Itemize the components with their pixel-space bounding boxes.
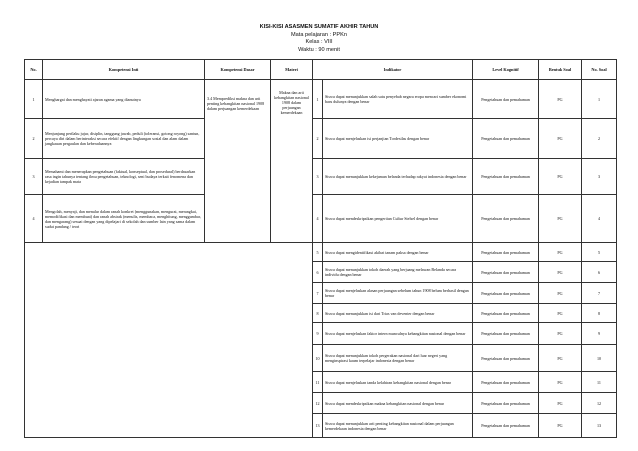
nomor-soal: 4: [582, 195, 617, 243]
ki-number: 4: [25, 195, 43, 243]
document-title: KISI-KISI ASASMEN SUMATIF AKHIR TAHUN: [259, 24, 379, 30]
ki-number: 3: [25, 159, 43, 195]
indikator-number: 2: [313, 119, 323, 159]
indikator-number: 9: [313, 323, 323, 345]
nomor-soal: 11: [582, 372, 617, 393]
bentuk-soal: PG: [539, 159, 582, 195]
table-row: [25, 195, 617, 243]
table-row: [25, 80, 617, 119]
indikator-number: 1: [313, 80, 323, 119]
col-header-level: Level Kognitif: [473, 60, 539, 80]
indikator-number: 11: [313, 372, 323, 393]
level-kognitif: Pengetahuan dan pemahaman: [473, 80, 539, 119]
nomor-soal: 8: [582, 304, 617, 323]
indikator-number: 8: [313, 304, 323, 323]
level-kognitif: Pengetahuan dan pemahaman: [473, 283, 539, 304]
indikator-number: 5: [313, 243, 323, 262]
indikator-number: 6: [313, 262, 323, 283]
bentuk-soal: PG: [539, 304, 582, 323]
col-header-materi: Materi: [271, 60, 313, 80]
indikator-text: Siswa dapat menunjukkan arti penting kebangkitan nasional dalam perjuangan kemerdekaan indonesia dengan benar: [323, 414, 473, 438]
col-header-bentuk: Bentuk Soal: [539, 60, 582, 80]
level-kognitif: Pengetahuan dan pemahaman: [473, 119, 539, 159]
nomor-soal: 10: [582, 345, 617, 372]
indikator-number: 4: [313, 195, 323, 243]
col-header-nosoal: No. Soal: [582, 60, 617, 80]
ki-text: Memahami dan menerapkan pengetahuan (faktual, konseptual, dan prosedural) berdasarkan rasa ingin tahunya tentang ilmu pengetahuan, teknologi, seni budaya terkait fenomena dan kejadian tampak mata: [43, 159, 205, 195]
level-kognitif: Pengetahuan dan pemahaman: [473, 345, 539, 372]
indikator-number: 7: [313, 283, 323, 304]
bentuk-soal: PG: [539, 283, 582, 304]
level-kognitif: Pengetahuan dan pemahaman: [473, 414, 539, 438]
indikator-text: Siswa dapat menunjukkan isi dari Trias van deventer dengan benar: [323, 304, 473, 323]
indikator-number: 12: [313, 393, 323, 414]
bentuk-soal: PG: [539, 323, 582, 345]
materi-text: Makna dan arti kebangkitan nasional 1908 dalam perjuangan kemerdekaan: [271, 80, 313, 243]
nomor-soal: 1: [582, 80, 617, 119]
bentuk-soal: PG: [539, 372, 582, 393]
level-kognitif: Pengetahuan dan pemahaman: [473, 195, 539, 243]
col-header-no: No.: [25, 60, 43, 80]
indikator-text: Siswa dapat menunjukkan tokoh pergerakan nasional dari luar negeri yang menginspirasi kaum terpelajar indonesia dengan benar: [323, 345, 473, 372]
level-kognitif: Pengetahuan dan pemahaman: [473, 243, 539, 262]
subject-line: Mata pelajaran : PPKn: [291, 31, 347, 38]
level-kognitif: Pengetahuan dan pemahaman: [473, 323, 539, 345]
time-line: Waktu : 90 menit: [298, 46, 340, 53]
bentuk-soal: PG: [539, 262, 582, 283]
bentuk-soal: PG: [539, 80, 582, 119]
level-kognitif: Pengetahuan dan pemahaman: [473, 393, 539, 414]
table-row: [25, 119, 617, 159]
ki-text: Mengolah, menyaji, dan menalar dalam ranah konkret (menggunakan, mengurai, merangkai, memodifikasi dan membuat) dan ranah abstrak (menulis, membaca, menghitung, menggambar, dan mengarang) sesuai dengan yang dipelajari di sekolah dan sumber lain yang sama dalam sudut pandang / teori: [43, 195, 205, 243]
indikator-text: Siswa dapat mendeskripsikan makna kebangkitan nasional dengan benar: [323, 393, 473, 414]
indikator-text: Siswa dapat mendeskripsikan pengertian Cultur Stelsel dengan benar: [323, 195, 473, 243]
indikator-text: Siswa dapat menunjukkan kekejaman belanda terhadap rakyat indonesia dengan benar: [323, 159, 473, 195]
kisi-kisi-table: [24, 59, 617, 438]
ki-number: 1: [25, 80, 43, 119]
level-kognitif: Pengetahuan dan pemahaman: [473, 304, 539, 323]
indikator-number: 3: [313, 159, 323, 195]
nomor-soal: 2: [582, 119, 617, 159]
bentuk-soal: PG: [539, 414, 582, 438]
indikator-text: Siswa dapat menjelaskan isi perjanjian Tordesilas dengan benar: [323, 119, 473, 159]
nomor-soal: 6: [582, 262, 617, 283]
col-header-kd: Kompetensi Dasar: [205, 60, 271, 80]
level-kognitif: Pengetahuan dan pemahaman: [473, 159, 539, 195]
indikator-text: Siswa dapat mengidentifikasi akibat tanam paksa dengan benar: [323, 243, 473, 262]
document-header: [0, 24, 638, 54]
indikator-text: Siswa dapat menjelaskan alasan perjuangan sebelum tahun 1908 belum berhasil dengan benar: [323, 283, 473, 304]
nomor-soal: 7: [582, 283, 617, 304]
indikator-number: 10: [313, 345, 323, 372]
ki-number: 2: [25, 119, 43, 159]
nomor-soal: 3: [582, 159, 617, 195]
nomor-soal: 9: [582, 323, 617, 345]
table-header-row: [25, 60, 617, 80]
merged-blank-cell: [25, 243, 313, 438]
col-header-indikator: Indikator: [313, 60, 473, 80]
level-kognitif: Pengetahuan dan pemahaman: [473, 262, 539, 283]
table-row: [25, 243, 617, 262]
nomor-soal: 13: [582, 414, 617, 438]
nomor-soal: 12: [582, 393, 617, 414]
col-header-ki: Kompetensi Inti: [43, 60, 205, 80]
bentuk-soal: PG: [539, 119, 582, 159]
bentuk-soal: PG: [539, 345, 582, 372]
indikator-text: Siswa dapat menunjukkan tokoh daerah yang berjuang melawan Belanda secara individu dengan benar: [323, 262, 473, 283]
indikator-number: 13: [313, 414, 323, 438]
indikator-text: Siswa dapat menjelaskan faktor intern munculnya kebangkitan nasional dengan benar: [323, 323, 473, 345]
ki-text: Menghargai dan menghayati ajaran agama yang dianutnya: [43, 80, 205, 119]
ki-text: Menjunjung perilaku jujur, disiplin, tanggung jawab, peduli (toleransi, gotong royong) santun, percaya diri dalam berinteraksi secara efektif dengan lingkungan sosial dan alam dalam jangkauan pergaulan dan keberadaannya: [43, 119, 205, 159]
indikator-text: Siswa dapat menunjukkan salah satu penyebab negara eropa mencari sumber ekonomi baru dulunya dengan benar: [323, 80, 473, 119]
level-kognitif: Pengetahuan dan pemahaman: [473, 372, 539, 393]
bentuk-soal: PG: [539, 393, 582, 414]
indikator-text: Siswa dapat menjelaskan tanda kelahiran kebangkitan nasional dengan benar: [323, 372, 473, 393]
nomor-soal: 5: [582, 243, 617, 262]
bentuk-soal: PG: [539, 243, 582, 262]
table-row: [25, 159, 617, 195]
kd-text: 3.4 Memprediksi makna dan arti penting kebangkitan nasional 1908 dalam perjuangan kemerdekaan: [205, 80, 271, 243]
grade-line: Kelas : VIII: [305, 39, 333, 46]
bentuk-soal: PG: [539, 195, 582, 243]
